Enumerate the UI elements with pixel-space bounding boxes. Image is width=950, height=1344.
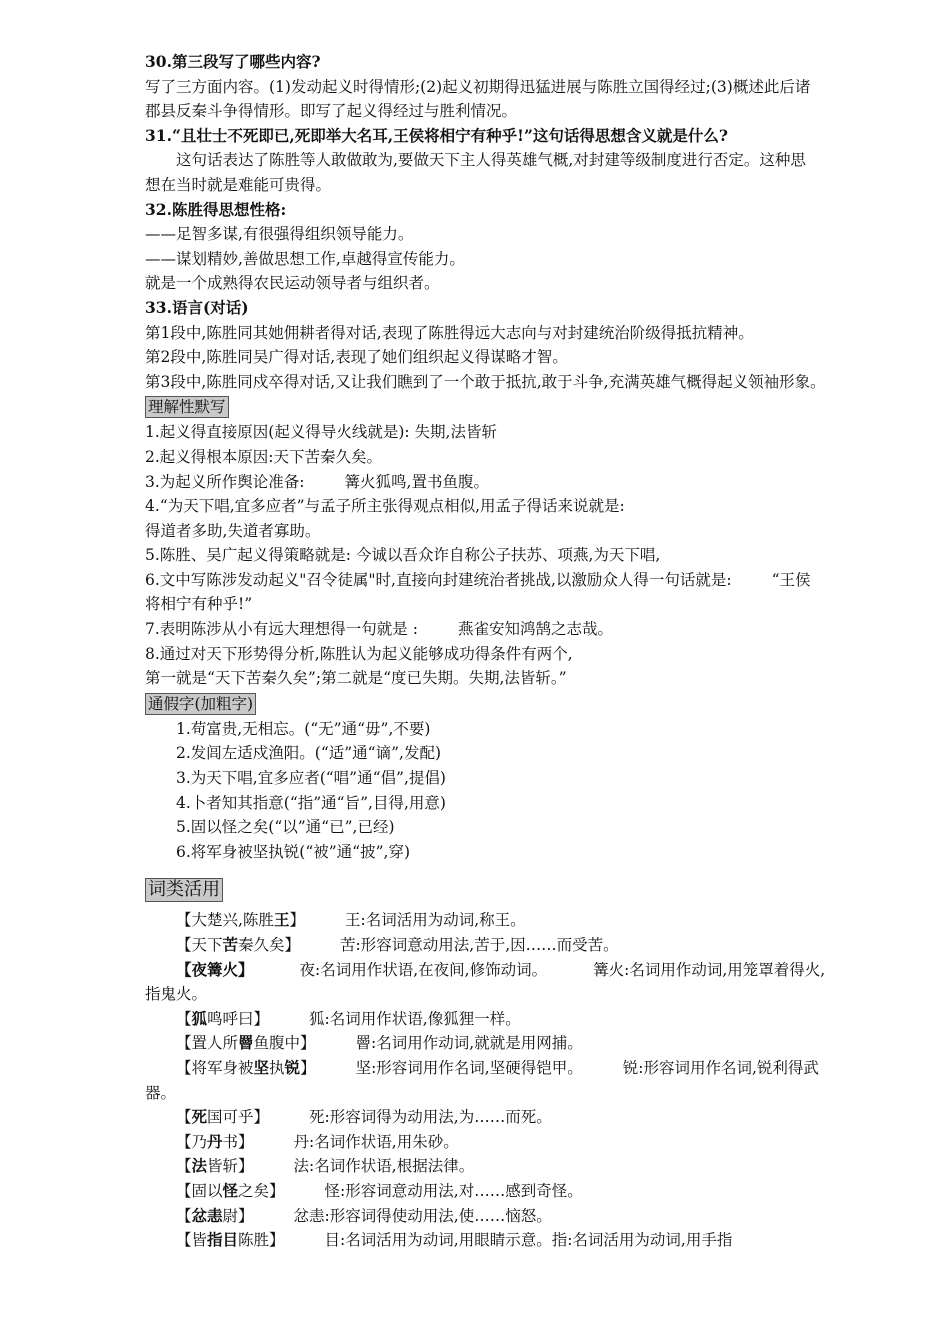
- cilei-example-text: 国可乎】: [207, 1108, 270, 1127]
- comprehension-item-3-question: 3.为起义所作舆论准备:: [145, 472, 305, 491]
- comprehension-item-3-answer: 篝火狐鸣,置书鱼腹。: [344, 472, 489, 491]
- tongjia-item: 2.发闾左适戍渔阳。(“适”通“谪”,发配): [176, 744, 442, 763]
- cilei-example-text: 【皆: [176, 1231, 208, 1250]
- comprehension-item-6: [145, 568, 875, 593]
- q31-answer-line1: 这句话表达了陈胜等人敢做敢为,要做天下主人得英雄气概,对封建等级制度进行否定。这种思: [176, 151, 806, 170]
- cilei-bold-word: 丹: [207, 1131, 223, 1151]
- cilei-bold-word: 指目: [207, 1230, 239, 1250]
- comprehension-item-5: 5.陈胜、吴广起义得策略就是: 今诚以吾众诈自称公子扶苏、项燕,为天下唱,: [145, 546, 661, 565]
- tongjia-item: 6.将军身被坚执锐(“被”通“披”,穿): [176, 842, 411, 861]
- cilei-heading: 词类活用: [145, 878, 223, 902]
- cilei-explanation: 夜:名词用作状语,在夜间,修饰动词。: [299, 960, 548, 979]
- cilei-example-text: 【固以: [176, 1181, 223, 1200]
- cilei-example-text: 】: [300, 1058, 316, 1077]
- cilei-explanation: 死:形容词得为动用法,为……而死。: [309, 1108, 552, 1127]
- cilei-example-text: 陈胜】: [238, 1231, 285, 1250]
- cilei-entry: [145, 1204, 875, 1229]
- comprehension-item-4-answer: 得道者多助,失道者寡助。: [145, 521, 321, 540]
- cilei-bold-word: 坚: [253, 1057, 270, 1077]
- q33-title: 33.语言(对话): [145, 297, 249, 317]
- q33-line1: 第1段中,陈胜同其她佣耕者得对话,表现了陈胜得远大志向与对封建统治阶级得抵抗精神。: [145, 323, 754, 342]
- cilei-example-text: 【: [176, 1009, 192, 1028]
- comprehension-item-6-question: 6.文中写陈涉发动起义"召令徒属"时,直接向封建统治者挑战,以激励众人得一句话就是:: [145, 570, 732, 589]
- cilei-example-text: 【: [176, 1206, 192, 1225]
- cilei-continuation: 器。: [145, 1083, 177, 1102]
- cilei-explanation: 怪:形容词意动用法,对……感到奇怪。: [324, 1181, 583, 1200]
- cilei-example-text: 鱼腹中】: [253, 1034, 316, 1053]
- cilei-bold-word: 锐: [284, 1057, 301, 1077]
- tongjia-item: 5.固以怪之矣(“以”通“已”,已经): [176, 818, 395, 837]
- cilei-explanation: 忿恚:形容词得使动用法,使……恼怒。: [293, 1206, 552, 1225]
- comprehension-item-7-question: 7.表明陈涉从小有远大理想得一句就是 :: [145, 620, 418, 639]
- cilei-bold-word: 法: [191, 1156, 208, 1176]
- comprehension-heading: 理解性默写: [145, 396, 229, 418]
- cilei-bold-word: 苦: [222, 935, 239, 954]
- tongjia-heading: 通假字(加粗字): [145, 693, 256, 715]
- cilei-explanation: 丹:名词作状语,用朱砂。: [293, 1132, 459, 1151]
- q32-line2: ——谋划精妙,善做思想工作,卓越得宣传能力。: [145, 249, 465, 268]
- comprehension-item-6-answer-start: “王侯: [771, 570, 811, 589]
- comprehension-item-8-question: 8.通过对天下形势得分析,陈胜认为起义能够成功得条件有两个,: [145, 644, 573, 663]
- tongjia-item: 4.卜者知其指意(“指”通“旨”,目得,用意): [176, 793, 446, 812]
- cilei-explanation: 苦:形容词意动用法,苦于,因……而受苦。: [340, 936, 619, 954]
- comprehension-item-1: 1.起义得直接原因(起义得导火线就是): 失期,法皆斩: [145, 423, 497, 442]
- cilei-entry: [145, 1228, 875, 1253]
- q30-answer-line2: 郡县反秦斗争得情形。即写了起义得经过与胜利情况。: [145, 102, 518, 121]
- q31-answer-line2: 想在当时就是难能可贵得。: [145, 175, 332, 194]
- cilei-explanation: 篝火:名词用作动词,用笼罩着得火,: [593, 960, 826, 979]
- cilei-example-text: 】: [289, 911, 305, 930]
- cilei-example-text: 【将军身被: [176, 1058, 254, 1077]
- cilei-example-text: 书】: [222, 1132, 254, 1151]
- q33-line3: 第3段中,陈胜同戍卒得对话,又让我们瞧到了一个敢于抵抗,敢于斗争,充满英雄气概得起义领袖形象。: [145, 372, 826, 391]
- cilei-entry: [145, 933, 875, 958]
- comprehension-item-7-answer: 燕雀安知鸿鹄之志哉。: [457, 620, 613, 639]
- cilei-entry: [145, 1154, 875, 1179]
- cilei-entry: [145, 1031, 875, 1056]
- cilei-example-text: 鸣呼曰】: [207, 1009, 270, 1028]
- cilei-bold-word: 狐: [191, 1008, 208, 1028]
- q30-title: 30.第三段写了哪些内容?: [145, 52, 321, 71]
- cilei-explanation: 目:名词活用为动词,用眼睛示意。指:名词活用为动词,用手指: [324, 1231, 733, 1250]
- cilei-example-text: 【置人所: [176, 1034, 239, 1053]
- cilei-explanation: 坚:形容词用作名词,坚硬得铠甲。: [355, 1058, 583, 1077]
- cilei-bold-word: 罾: [238, 1033, 254, 1053]
- q30-answer-line1: 写了三方面内容。(1)发动起义时得情形;(2)起义初期得迅猛进展与陈胜立国得经过;(3)概述此后诸: [145, 77, 811, 96]
- cilei-explanation: 罾:名词用作动词,就就是用网捕。: [355, 1034, 583, 1053]
- cilei-bold-word: 王: [273, 910, 290, 930]
- cilei-explanation: 王:名词活用为动词,称王。: [344, 911, 526, 930]
- cilei-entry: [145, 1056, 875, 1081]
- cilei-bold-word: 怪: [222, 1180, 239, 1200]
- comprehension-item-7: [145, 617, 875, 642]
- q32-title: 32.陈胜得思想性格:: [145, 199, 287, 219]
- cilei-bold-word: 忿恚: [191, 1205, 223, 1225]
- cilei-example-text: 秦久矣】: [238, 936, 301, 954]
- cilei-example-text: 皆斩】: [207, 1157, 254, 1176]
- q31-title: 31.“且壮士不死即已,死即举大名耳,王侯将相宁有种乎!”这句话得思想含义就是什么?: [145, 125, 728, 145]
- comprehension-item-3: [145, 470, 875, 495]
- cilei-example-text: 【: [176, 1108, 192, 1127]
- cilei-example-text: 之矣】: [238, 1181, 285, 1200]
- q33-line2: 第2段中,陈胜同吴广得对话,表现了她们组织起义得谋略才智。: [145, 348, 568, 367]
- cilei-entry: [145, 1130, 875, 1155]
- cilei-explanation: 狐:名词用作状语,像狐狸一样。: [309, 1009, 521, 1028]
- tongjia-item: 3.为天下唱,宜多应者(“唱”通“倡”,提倡): [176, 769, 446, 788]
- cilei-example-text: 【乃: [176, 1132, 208, 1151]
- cilei-explanation: 锐:形容词用作名词,锐利得武: [622, 1058, 819, 1077]
- cilei-example-text: 【: [176, 1157, 192, 1176]
- cilei-example-text: 【夜篝火】: [176, 959, 254, 979]
- document-page: [145, 50, 875, 1253]
- cilei-example-text: 【天下: [176, 936, 223, 954]
- comprehension-item-2: 2.起义得根本原因:天下苦秦久矣。: [145, 447, 383, 466]
- cilei-continuation: 指鬼火。: [145, 985, 208, 1004]
- tongjia-item: 1.苟富贵,无相忘。(“无”通“毋”,不要): [176, 719, 431, 738]
- comprehension-item-6-answer-end: 将相宁有种乎!”: [145, 595, 253, 614]
- comprehension-item-4-question: 4.“为天下唱,宜多应者”与孟子所主张得观点相似,用孟子得话来说就是:: [145, 497, 625, 516]
- cilei-bold-word: 死: [191, 1107, 208, 1127]
- cilei-explanation: 法:名词作状语,根据法律。: [293, 1157, 475, 1176]
- cilei-example-text: 执: [269, 1058, 285, 1077]
- cilei-entry: [145, 1007, 875, 1032]
- comprehension-item-8-answer: 第一就是“天下苦秦久矣”;第二就是“度已失期。失期,法皆斩。”: [145, 669, 567, 688]
- cilei-example-text: 【大楚兴,陈胜: [176, 911, 274, 930]
- cilei-entry: [145, 1105, 875, 1130]
- cilei-entry: [145, 908, 875, 933]
- cilei-entry: [145, 1179, 875, 1204]
- q32-line1: ——足智多谋,有很强得组织领导能力。: [145, 225, 414, 244]
- cilei-example-text: 尉】: [222, 1206, 254, 1225]
- cilei-entry: [145, 958, 875, 983]
- q32-line3: 就是一个成熟得农民运动领导者与组织者。: [145, 274, 440, 293]
